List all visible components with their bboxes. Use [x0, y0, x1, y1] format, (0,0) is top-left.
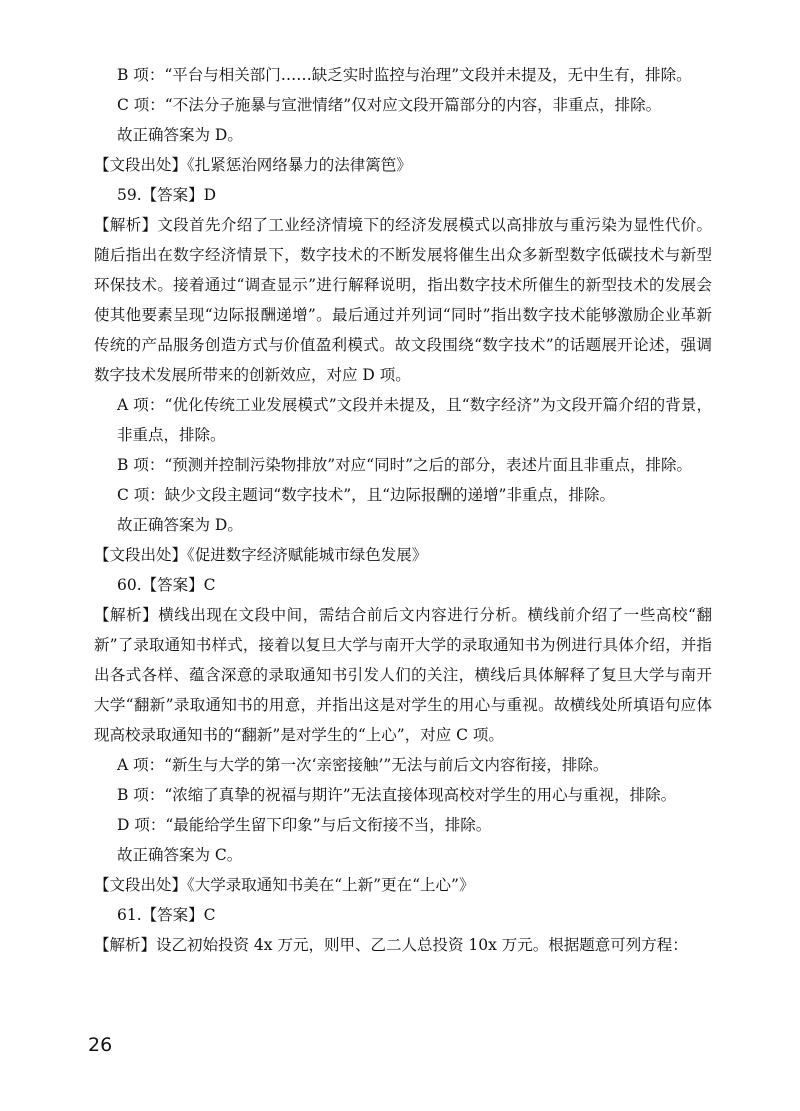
page-content: [94, 60, 712, 960]
option-b-60: B 项：“浓缩了真挚的祝福与期许”无法直接体现高校对学生的用心与重视，排除。: [117, 786, 677, 804]
option-a-60: A 项：“新生与大学的第一次‘亲密接触’”无法与前后文内容衔接，排除。: [117, 756, 609, 774]
option-c-58: C 项：“不法分子施暴与宣泄情绪”仅对应文段开篇部分的内容，非重点，排除。: [117, 96, 662, 114]
question-61-answer: 61.【答案】C: [117, 906, 216, 924]
question-59-answer: 59.【答案】D: [117, 186, 217, 204]
answer-conclusion-60: 故正确答案为 C。: [117, 846, 243, 864]
option-c-59: C 项：缺少文段主题词“数字技术”，且“边际报酬的递增”非重点，排除。: [117, 486, 615, 504]
question-60-answer: 60.【答案】C: [117, 576, 216, 594]
analysis-59: 【解析】文段首先介绍了工业经济情境下的经济发展模式以高排放与重污染为显性代价。随后指出在数字经济情景下，数字技术的不断发展将催生出众多新型数字低碳技术与新型环保技术。接着通过“调查显示”进行解释说明，指出数字技术所催生的新型技术的发展会使其他要素呈现“边际报酬递增”。最后通过并列词“同时”指出数字技术能够激励企业革新传统的产品服务创造方式与价值盈利模式。故文段围绕“数字技术”的话题展开论述，强调数字技术发展所带来的创新效应，对应 D 项。: [94, 216, 712, 384]
source-59: 【文段出处】《促进数字经济赋能城市绿色发展》: [94, 546, 428, 564]
option-d-60: D 项：“最能给学生留下印象”与后文衔接不当，排除。: [117, 816, 492, 834]
analysis-61: 【解析】设乙初始投资 4x 万元，则甲、乙二人总投资 10x 万元。根据题意可列方程：: [94, 936, 688, 954]
option-b-58: B 项：“平台与相关部门……缺乏实时监控与治理”文段并未提及，无中生有，排除。: [117, 66, 692, 84]
source-58: 【文段出处】《扎紧惩治网络暴力的法律篱笆》: [94, 156, 412, 174]
source-60: 【文段出处】《大学录取通知书美在“上新”更在“上心”》: [94, 876, 475, 894]
option-a-59: A 项：“优化传统工业发展模式”文段并未提及，且“数字经济”为文段开篇介绍的背景，非重点，排除。: [117, 396, 712, 444]
answer-conclusion-58: 故正确答案为 D。: [117, 126, 243, 144]
option-b-59: B 项：“预测并控制污染物排放”对应“同时”之后的部分，表述片面且非重点，排除。: [117, 456, 693, 474]
page-number: 26: [88, 1034, 113, 1056]
answer-conclusion-59: 故正确答案为 D。: [117, 516, 243, 534]
analysis-60: 【解析】横线出现在文段中间，需结合前后文内容进行分析。横线前介绍了一些高校“翻新”了录取通知书样式，接着以复旦大学与南开大学的录取通知书为例进行具体介绍，并指出各式各样、蕴含深意的录取通知书引发人们的关注，横线后具体解释了复旦大学与南开大学“翻新”录取通知书的用意，并指出这是对学生的用心与重视。故横线处所填语句应体现高校录取通知书的“翻新”是对学生的“上心”，对应 C 项。: [94, 606, 712, 744]
